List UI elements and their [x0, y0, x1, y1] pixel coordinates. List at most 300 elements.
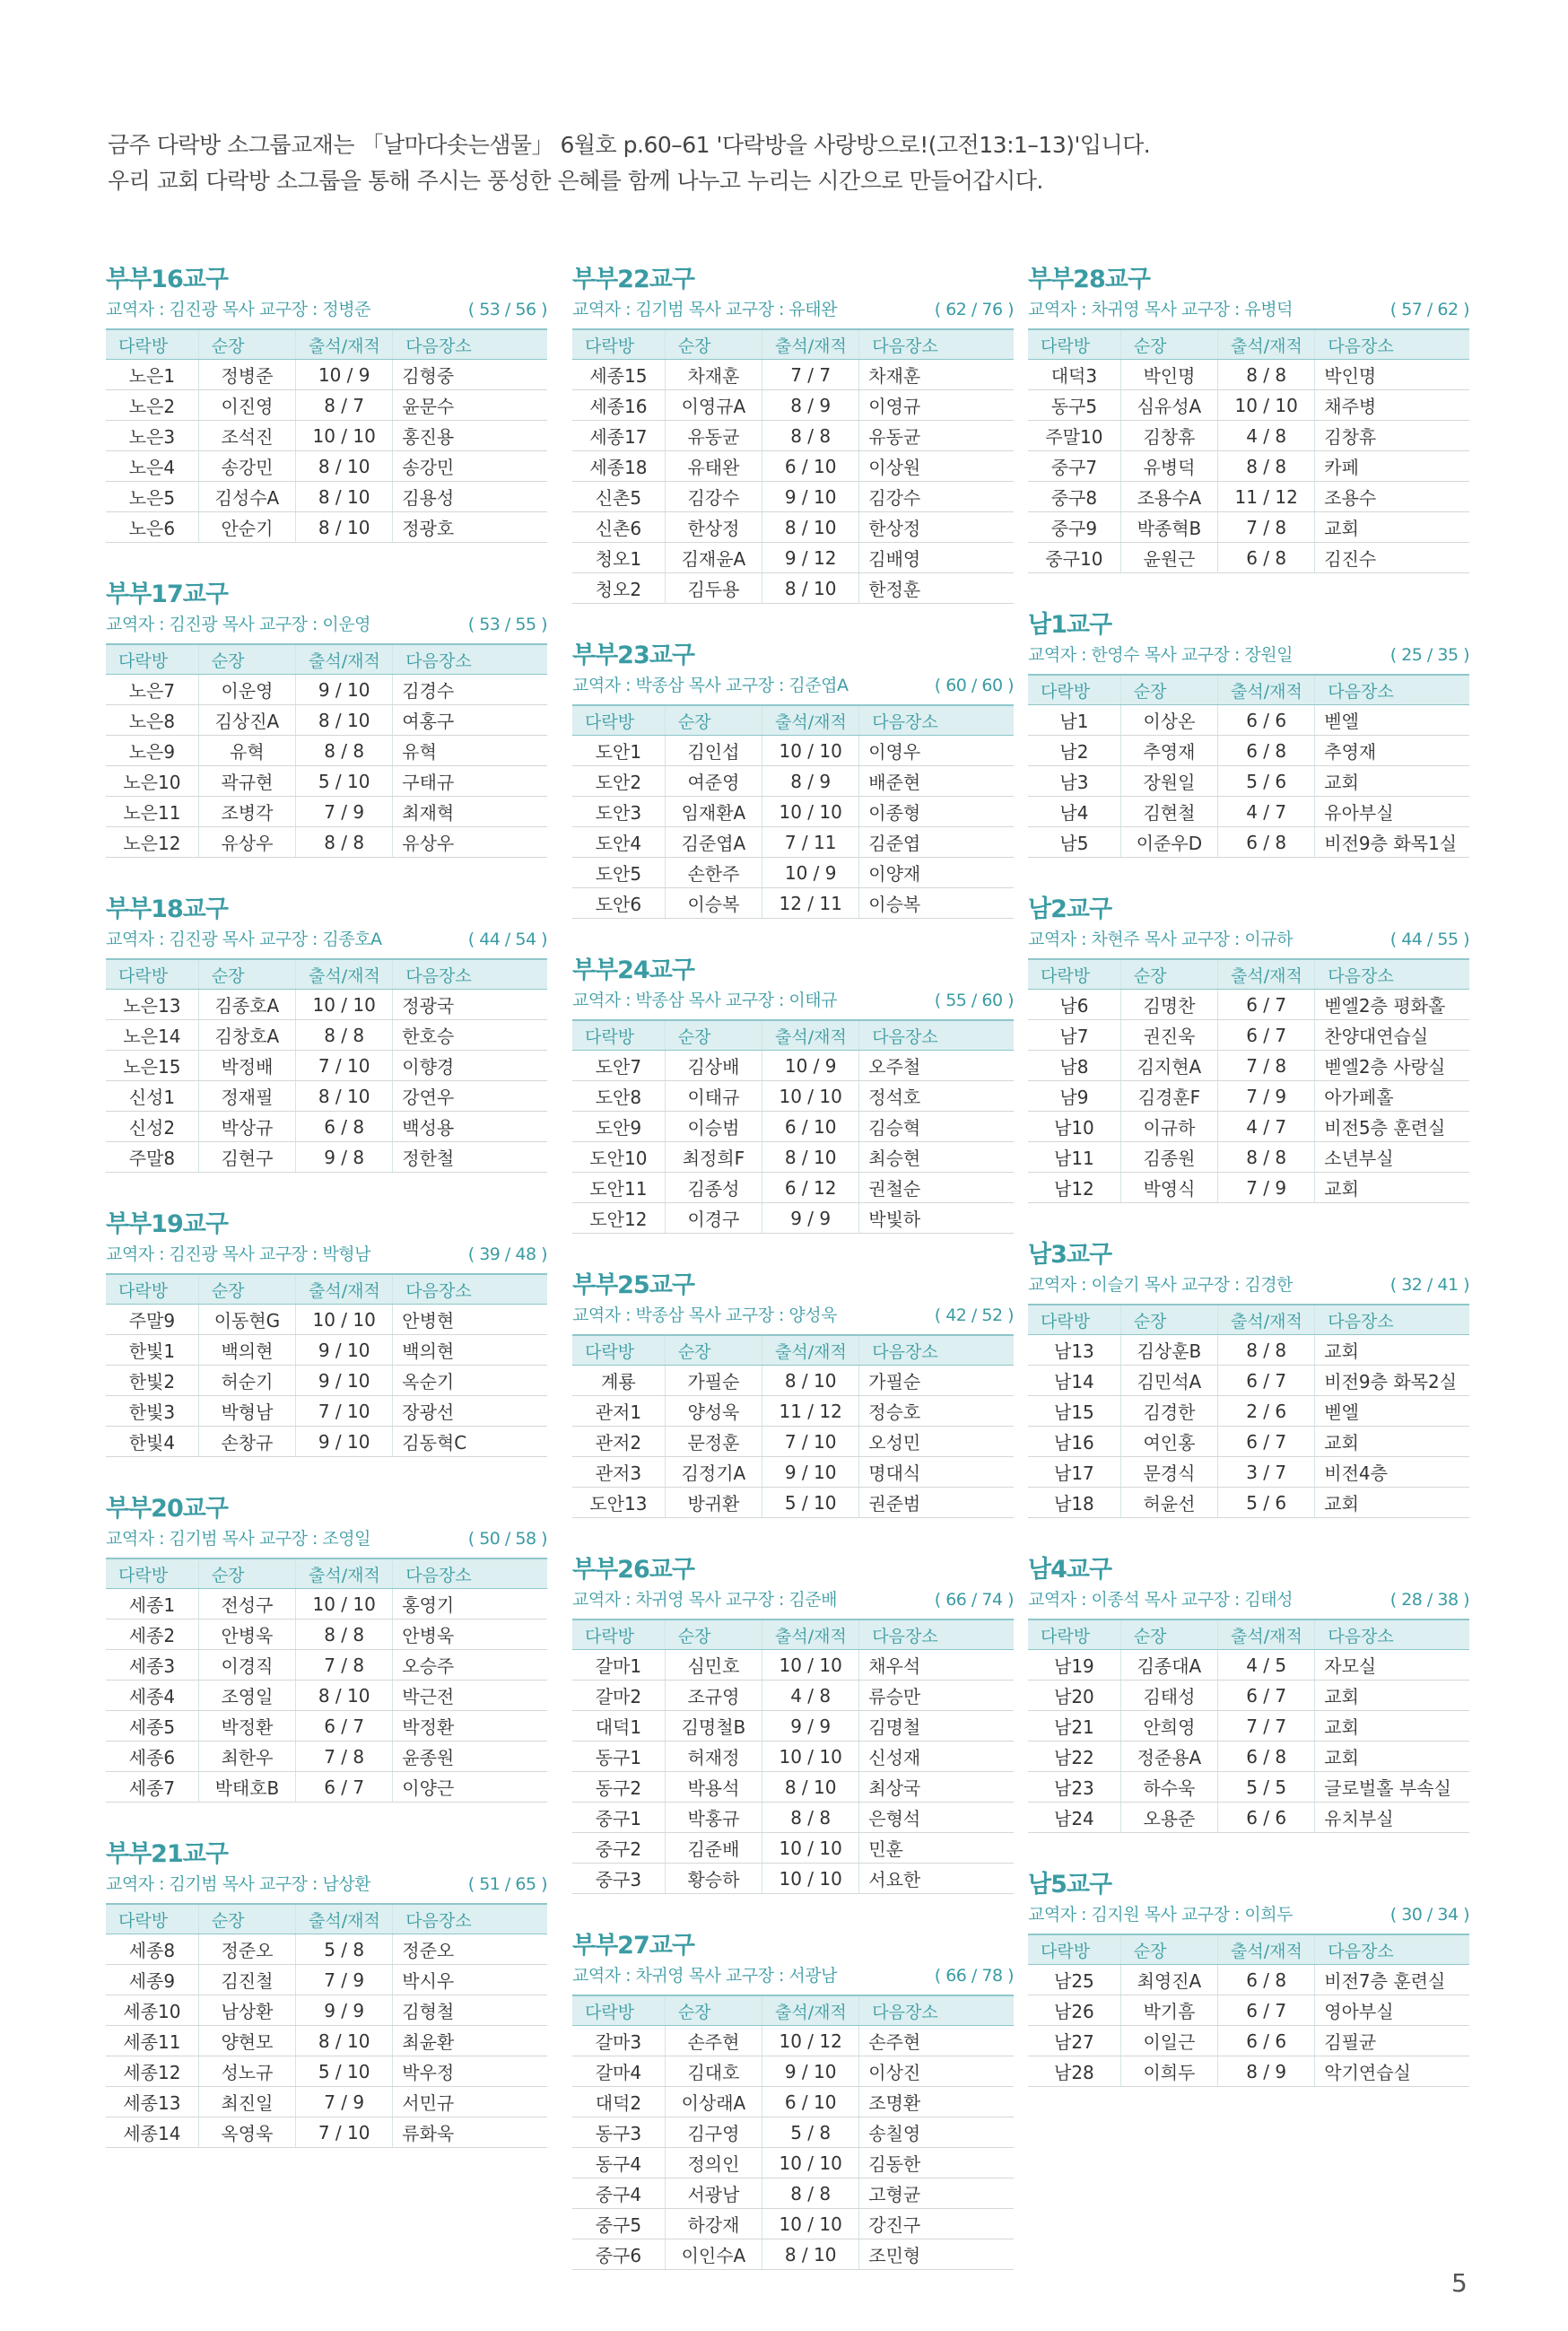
header-leader: 순장	[665, 705, 762, 736]
header-darakbang: 다락방	[1028, 1619, 1120, 1650]
table-row	[572, 421, 1014, 451]
district-title: 부부25교구	[572, 1271, 694, 1299]
cell-attendance: 6 / 7	[1218, 1020, 1315, 1051]
table-row	[572, 1803, 1014, 1833]
cell-darakbang: 남20	[1028, 1681, 1120, 1711]
table-row	[1028, 543, 1469, 573]
cell-attendance: 8 / 8	[296, 827, 393, 858]
cell-leader: 차재훈	[665, 360, 762, 390]
header-darakbang: 다락방	[572, 1619, 665, 1650]
table-row	[1028, 2026, 1469, 2056]
header-attendance: 출석/재적	[762, 705, 859, 736]
district-info	[106, 926, 547, 953]
table-row	[106, 2056, 547, 2087]
cell-attendance: 9 / 9	[762, 1203, 859, 1234]
cell-darakbang: 세종5	[106, 1711, 198, 1742]
cell-attendance: 2 / 6	[1218, 1396, 1315, 1427]
cell-darakbang: 노은3	[106, 421, 198, 451]
cell-attendance: 8 / 10	[762, 2239, 859, 2270]
cell-next-place: 조명환	[859, 2087, 1014, 2117]
table-row	[572, 451, 1014, 482]
cell-leader: 정재필	[198, 1081, 295, 1112]
cell-attendance: 10 / 10	[296, 990, 393, 1020]
table-row	[1028, 1965, 1469, 1995]
cell-attendance: 4 / 7	[1218, 797, 1315, 827]
cell-darakbang: 남7	[1028, 1020, 1120, 1051]
district-total: ( 28 / 38 )	[1389, 1590, 1469, 1610]
cell-darakbang: 남19	[1028, 1650, 1120, 1681]
cell-leader: 허재정	[665, 1742, 762, 1772]
cell-attendance: 9 / 9	[762, 1711, 859, 1742]
district-title: 부부26교구	[572, 1556, 694, 1584]
table-row	[106, 360, 547, 390]
table-row	[106, 1650, 547, 1681]
cell-darakbang: 도안7	[572, 1051, 665, 1081]
header-next-place: 다음장소	[859, 1335, 1014, 1366]
cell-next-place: 고형균	[859, 2178, 1014, 2209]
cell-leader: 이규하	[1120, 1112, 1217, 1142]
district-title: 부부17교구	[106, 581, 228, 608]
cell-attendance: 8 / 8	[1218, 1335, 1315, 1366]
header-next-place: 다음장소	[859, 1619, 1014, 1650]
cell-leader: 김준배	[665, 1833, 762, 1864]
cell-leader: 양성욱	[665, 1396, 762, 1427]
table-header-row	[1028, 1619, 1469, 1650]
district-leaders: 교역자 : 김기범 목사 교구장 : 유태완	[572, 300, 837, 319]
cell-darakbang: 동구2	[572, 1772, 665, 1803]
cell-next-place: 오성민	[859, 1427, 1014, 1457]
cell-leader: 김정기A	[665, 1457, 762, 1488]
cell-attendance: 12 / 11	[762, 888, 859, 919]
cell-attendance: 8 / 10	[762, 1142, 859, 1173]
cell-leader: 이일근	[1120, 2026, 1217, 2056]
table-row	[572, 1112, 1014, 1142]
table-row	[572, 482, 1014, 512]
table-row	[106, 2117, 547, 2148]
header-leader: 순장	[198, 329, 295, 360]
table-row	[106, 1081, 547, 1112]
header-next-place: 다음장소	[1315, 1934, 1469, 1965]
cell-next-place: 소년부실	[1315, 1142, 1469, 1173]
cell-attendance: 5 / 8	[762, 2117, 859, 2148]
cell-leader: 박상규	[198, 1112, 295, 1142]
cell-next-place: 조용수	[1315, 482, 1469, 512]
district-table	[106, 958, 547, 1173]
cell-darakbang: 노은8	[106, 705, 198, 736]
table-row	[1028, 1803, 1469, 1833]
cell-attendance: 6 / 6	[1218, 1803, 1315, 1833]
cell-darakbang: 남4	[1028, 797, 1120, 827]
district-info	[572, 987, 1014, 1014]
table-row	[106, 1742, 547, 1772]
cell-next-place: 안병현	[393, 1305, 547, 1335]
cell-attendance: 6 / 8	[296, 1112, 393, 1142]
cell-darakbang: 동구4	[572, 2148, 665, 2178]
cell-darakbang: 세종4	[106, 1681, 198, 1711]
district-title: 남3교구	[1028, 1241, 1112, 1269]
cell-next-place: 유상우	[393, 827, 547, 858]
cell-leader: 허윤선	[1120, 1488, 1217, 1518]
cell-leader: 이동현G	[198, 1305, 295, 1335]
district-leaders: 교역자 : 박종삼 목사 교구장 : 이태규	[572, 991, 837, 1010]
cell-darakbang: 노은12	[106, 827, 198, 858]
cell-leader: 김대호	[665, 2056, 762, 2087]
cell-leader: 이준우D	[1120, 827, 1217, 858]
cell-darakbang: 갈마2	[572, 1681, 665, 1711]
header-next-place: 다음장소	[1315, 329, 1469, 360]
header-darakbang: 다락방	[106, 1904, 198, 1934]
cell-attendance: 7 / 9	[1218, 1173, 1315, 1203]
cell-leader: 황승하	[665, 1864, 762, 1894]
table-row	[1028, 1020, 1469, 1051]
cell-attendance: 7 / 10	[296, 2117, 393, 2148]
table-row	[572, 2148, 1014, 2178]
cell-darakbang: 세종3	[106, 1650, 198, 1681]
cell-darakbang: 도안10	[572, 1142, 665, 1173]
cell-next-place: 송강민	[393, 451, 547, 482]
header-leader: 순장	[1120, 1934, 1217, 1965]
cell-next-place: 정석호	[859, 1081, 1014, 1112]
cell-next-place: 김진수	[1315, 543, 1469, 573]
cell-leader: 최정희F	[665, 1142, 762, 1173]
district-total: ( 57 / 62 )	[1389, 300, 1469, 319]
district-total: ( 66 / 78 )	[934, 1966, 1014, 1986]
header-darakbang: 다락방	[1028, 1305, 1120, 1335]
cell-darakbang: 남10	[1028, 1112, 1120, 1142]
cell-leader: 박정환	[198, 1711, 295, 1742]
table-row	[572, 1142, 1014, 1173]
cell-leader: 여인홍	[1120, 1427, 1217, 1457]
page-number: 5	[1451, 2268, 1468, 2298]
table-row	[1028, 736, 1469, 766]
cell-leader: 김성수A	[198, 482, 295, 512]
cell-next-place: 이양근	[393, 1772, 547, 1803]
cell-leader: 김진철	[198, 1965, 295, 1995]
cell-next-place: 김승혁	[859, 1112, 1014, 1142]
table-row	[106, 1305, 547, 1335]
table-row	[1028, 512, 1469, 543]
district-total: ( 44 / 54 )	[467, 930, 547, 949]
district-group	[106, 1493, 547, 1803]
district-title: 남1교구	[1028, 611, 1112, 639]
header-next-place: 다음장소	[859, 1020, 1014, 1051]
district-info	[572, 1302, 1014, 1329]
cell-darakbang: 남3	[1028, 766, 1120, 797]
cell-attendance: 6 / 7	[1218, 1366, 1315, 1396]
table-row	[1028, 1681, 1469, 1711]
cell-leader: 조영일	[198, 1681, 295, 1711]
cell-darakbang: 남22	[1028, 1742, 1120, 1772]
intro-line-2: 우리 교회 다락방 소그룹을 통해 주시는 풍성한 은혜를 함께 나누고 누리는 시간으로 만들어갑시다.	[108, 168, 1043, 194]
table-row	[106, 2087, 547, 2117]
cell-attendance: 6 / 10	[762, 451, 859, 482]
table-row	[572, 1488, 1014, 1518]
header-next-place: 다음장소	[859, 329, 1014, 360]
cell-attendance: 10 / 10	[762, 2209, 859, 2239]
cell-next-place: 비전9층 화목1실	[1315, 827, 1469, 858]
header-attendance: 출석/재적	[762, 1619, 859, 1650]
table-row	[572, 1711, 1014, 1742]
cell-next-place: 글로벌홀 부속실	[1315, 1772, 1469, 1803]
cell-darakbang: 남13	[1028, 1335, 1120, 1366]
cell-darakbang: 도안6	[572, 888, 665, 919]
cell-next-place: 교회	[1315, 766, 1469, 797]
cell-leader: 남상환	[198, 1995, 295, 2026]
cell-attendance: 6 / 7	[1218, 1427, 1315, 1457]
cell-leader: 이태규	[665, 1081, 762, 1112]
cell-darakbang: 주말8	[106, 1142, 198, 1173]
cell-darakbang: 노은14	[106, 1020, 198, 1051]
cell-leader: 박인명	[1120, 360, 1217, 390]
cell-darakbang: 신성2	[106, 1112, 198, 1142]
table-row	[106, 482, 547, 512]
cell-leader: 이승복	[665, 888, 762, 919]
header-attendance: 출석/재적	[762, 329, 859, 360]
cell-next-place: 채주병	[1315, 390, 1469, 421]
district-leaders: 교역자 : 김기범 목사 교구장 : 조영일	[106, 1529, 370, 1549]
cell-attendance: 7 / 7	[762, 360, 859, 390]
cell-leader: 조병각	[198, 797, 295, 827]
cell-darakbang: 청오1	[572, 543, 665, 573]
cell-leader: 김태성	[1120, 1681, 1217, 1711]
cell-leader: 유태완	[665, 451, 762, 482]
cell-attendance: 11 / 12	[1218, 482, 1315, 512]
cell-next-place: 벧엘	[1315, 1396, 1469, 1427]
district-table	[1028, 328, 1469, 573]
cell-leader: 유혁	[198, 736, 295, 766]
cell-next-place: 민훈	[859, 1833, 1014, 1864]
cell-attendance: 8 / 8	[1218, 1142, 1315, 1173]
cell-darakbang: 신촌6	[572, 512, 665, 543]
table-row	[1028, 482, 1469, 512]
table-row	[106, 451, 547, 482]
cell-attendance: 10 / 12	[762, 2026, 859, 2056]
cell-darakbang: 세종17	[572, 421, 665, 451]
cell-next-place: 김형중	[393, 360, 547, 390]
cell-darakbang: 중구3	[572, 1864, 665, 1894]
cell-leader: 박홍규	[665, 1803, 762, 1833]
district-leaders: 교역자 : 차귀영 목사 교구장 : 유병덕	[1028, 300, 1293, 319]
cell-darakbang: 중구1	[572, 1803, 665, 1833]
district-total: ( 50 / 58 )	[467, 1529, 547, 1549]
cell-attendance: 10 / 10	[762, 1650, 859, 1681]
intro-text	[108, 127, 1489, 199]
cell-next-place: 최재혁	[393, 797, 547, 827]
cell-attendance: 5 / 10	[296, 766, 393, 797]
cell-next-place: 카페	[1315, 451, 1469, 482]
cell-attendance: 8 / 7	[296, 390, 393, 421]
district-table	[1028, 958, 1469, 1203]
district-leaders: 교역자 : 김지원 목사 교구장 : 이희두	[1028, 1905, 1293, 1925]
district-leaders: 교역자 : 김기범 목사 교구장 : 남상환	[106, 1874, 370, 1894]
table-row	[572, 1173, 1014, 1203]
cell-darakbang: 관저2	[572, 1427, 665, 1457]
header-attendance: 출석/재적	[762, 1995, 859, 2026]
cell-next-place: 유동균	[859, 421, 1014, 451]
cell-attendance: 8 / 10	[296, 1681, 393, 1711]
table-row	[572, 1366, 1014, 1396]
district-leaders: 교역자 : 이슬기 목사 교구장 : 김경한	[1028, 1275, 1293, 1295]
cell-leader: 서광남	[665, 2178, 762, 2209]
header-attendance: 출석/재적	[296, 959, 393, 990]
cell-attendance: 6 / 7	[1218, 1995, 1315, 2026]
cell-leader: 윤원근	[1120, 543, 1217, 573]
table-row	[572, 2209, 1014, 2239]
cell-darakbang: 주말9	[106, 1305, 198, 1335]
column-2	[572, 264, 1014, 2306]
cell-darakbang: 세종12	[106, 2056, 198, 2087]
district-leaders: 교역자 : 김진광 목사 교구장 : 이운영	[106, 615, 370, 634]
cell-next-place: 백성용	[393, 1112, 547, 1142]
cell-darakbang: 남6	[1028, 990, 1120, 1020]
header-next-place: 다음장소	[393, 1274, 547, 1305]
cell-attendance: 7 / 9	[1218, 1081, 1315, 1112]
district-info	[572, 296, 1014, 323]
district-leaders: 교역자 : 박종삼 목사 교구장 : 김준엽A	[572, 676, 849, 695]
header-attendance: 출석/재적	[762, 1020, 859, 1051]
cell-leader: 김재윤A	[665, 543, 762, 573]
cell-attendance: 6 / 8	[1218, 543, 1315, 573]
cell-leader: 손주현	[665, 2026, 762, 2056]
cell-attendance: 6 / 10	[762, 2087, 859, 2117]
table-row	[572, 1051, 1014, 1081]
cell-attendance: 4 / 5	[1218, 1650, 1315, 1681]
table-header-row	[572, 1619, 1014, 1650]
cell-next-place: 정준오	[393, 1934, 547, 1965]
cell-next-place: 영아부실	[1315, 1995, 1469, 2026]
cell-darakbang: 세종8	[106, 1934, 198, 1965]
district-title: 부부27교구	[572, 1932, 694, 1960]
cell-leader: 이영규A	[665, 390, 762, 421]
cell-leader: 김종대A	[1120, 1650, 1217, 1681]
cell-attendance: 7 / 8	[296, 1650, 393, 1681]
cell-darakbang: 세종11	[106, 2026, 198, 2056]
cell-attendance: 8 / 9	[1218, 2056, 1315, 2087]
cell-leader: 손한주	[665, 858, 762, 888]
cell-leader: 박영식	[1120, 1173, 1217, 1203]
cell-next-place: 이종형	[859, 797, 1014, 827]
district-total: ( 25 / 35 )	[1389, 645, 1469, 665]
cell-next-place: 차재훈	[859, 360, 1014, 390]
header-darakbang: 다락방	[572, 1020, 665, 1051]
district-title: 부부22교구	[572, 266, 694, 293]
cell-attendance: 8 / 9	[762, 766, 859, 797]
cell-attendance: 7 / 7	[1218, 1711, 1315, 1742]
cell-attendance: 6 / 8	[1218, 736, 1315, 766]
cell-next-place: 윤문수	[393, 390, 547, 421]
cell-next-place: 옥순기	[393, 1366, 547, 1396]
header-next-place: 다음장소	[1315, 675, 1469, 705]
district-total: ( 62 / 76 )	[934, 300, 1014, 319]
cell-darakbang: 남8	[1028, 1051, 1120, 1081]
cell-darakbang: 도안12	[572, 1203, 665, 1234]
header-leader: 순장	[665, 1995, 762, 2026]
district-table	[106, 643, 547, 858]
table-row	[106, 512, 547, 543]
district-title: 부부24교구	[572, 956, 694, 984]
cell-attendance: 8 / 8	[296, 1020, 393, 1051]
cell-next-place: 이상진	[859, 2056, 1014, 2087]
cell-next-place: 교회	[1315, 1681, 1469, 1711]
cell-darakbang: 세종14	[106, 2117, 198, 2148]
cell-leader: 김현철	[1120, 797, 1217, 827]
cell-next-place: 찬양대연습실	[1315, 1020, 1469, 1051]
cell-darakbang: 세종1	[106, 1589, 198, 1619]
cell-darakbang: 남12	[1028, 1173, 1120, 1203]
table-header-row	[106, 329, 547, 360]
cell-darakbang: 동구3	[572, 2117, 665, 2148]
district-group	[106, 264, 547, 543]
header-leader: 순장	[198, 1274, 295, 1305]
cell-leader: 김인섭	[665, 736, 762, 766]
table-row	[572, 1742, 1014, 1772]
cell-next-place: 박빛하	[859, 1203, 1014, 1234]
cell-leader: 김창휴	[1120, 421, 1217, 451]
cell-next-place: 교회	[1315, 512, 1469, 543]
district-title: 남5교구	[1028, 1871, 1112, 1899]
cell-darakbang: 도안5	[572, 858, 665, 888]
cell-next-place: 여홍구	[393, 705, 547, 736]
cell-attendance: 10 / 10	[296, 421, 393, 451]
table-row	[572, 543, 1014, 573]
district-leaders: 교역자 : 차귀영 목사 교구장 : 서광남	[572, 1966, 837, 1986]
cell-leader: 이승범	[665, 1112, 762, 1142]
district-group	[1028, 894, 1469, 1203]
cell-attendance: 7 / 11	[762, 827, 859, 858]
cell-leader: 안병욱	[198, 1619, 295, 1650]
cell-next-place: 최승현	[859, 1142, 1014, 1173]
cell-next-place: 채우석	[859, 1650, 1014, 1681]
cell-darakbang: 동구1	[572, 1742, 665, 1772]
cell-attendance: 7 / 10	[296, 1051, 393, 1081]
cell-attendance: 6 / 6	[1218, 2026, 1315, 2056]
cell-darakbang: 남21	[1028, 1711, 1120, 1742]
cell-leader: 김지현A	[1120, 1051, 1217, 1081]
cell-next-place: 명대식	[859, 1457, 1014, 1488]
header-leader: 순장	[198, 1558, 295, 1589]
cell-next-place: 김용성	[393, 482, 547, 512]
district-table	[106, 1903, 547, 2148]
cell-leader: 안희영	[1120, 1711, 1217, 1742]
district-group	[106, 1209, 547, 1457]
cell-darakbang: 세종13	[106, 2087, 198, 2117]
header-darakbang: 다락방	[1028, 959, 1120, 990]
cell-next-place: 조민형	[859, 2239, 1014, 2270]
table-row	[1028, 451, 1469, 482]
district-title: 부부16교구	[106, 266, 228, 293]
cell-attendance: 4 / 8	[762, 1681, 859, 1711]
table-row	[1028, 1366, 1469, 1396]
cell-leader: 김민석A	[1120, 1366, 1217, 1396]
cell-attendance: 7 / 10	[296, 1396, 393, 1427]
cell-darakbang: 남15	[1028, 1396, 1120, 1427]
cell-leader: 전성구	[198, 1589, 295, 1619]
table-header-row	[572, 329, 1014, 360]
cell-darakbang: 관저3	[572, 1457, 665, 1488]
cell-darakbang: 도안3	[572, 797, 665, 827]
cell-next-place: 서민규	[393, 2087, 547, 2117]
cell-next-place: 비전7층 훈련실	[1315, 1965, 1469, 1995]
district-group	[572, 955, 1014, 1234]
header-leader: 순장	[1120, 959, 1217, 990]
cell-leader: 이운영	[198, 675, 295, 705]
cell-attendance: 7 / 9	[296, 1965, 393, 1995]
cell-leader: 백의현	[198, 1335, 295, 1366]
header-attendance: 출석/재적	[1218, 675, 1315, 705]
cell-leader: 박형남	[198, 1396, 295, 1427]
header-leader: 순장	[665, 329, 762, 360]
district-info	[106, 1241, 547, 1268]
